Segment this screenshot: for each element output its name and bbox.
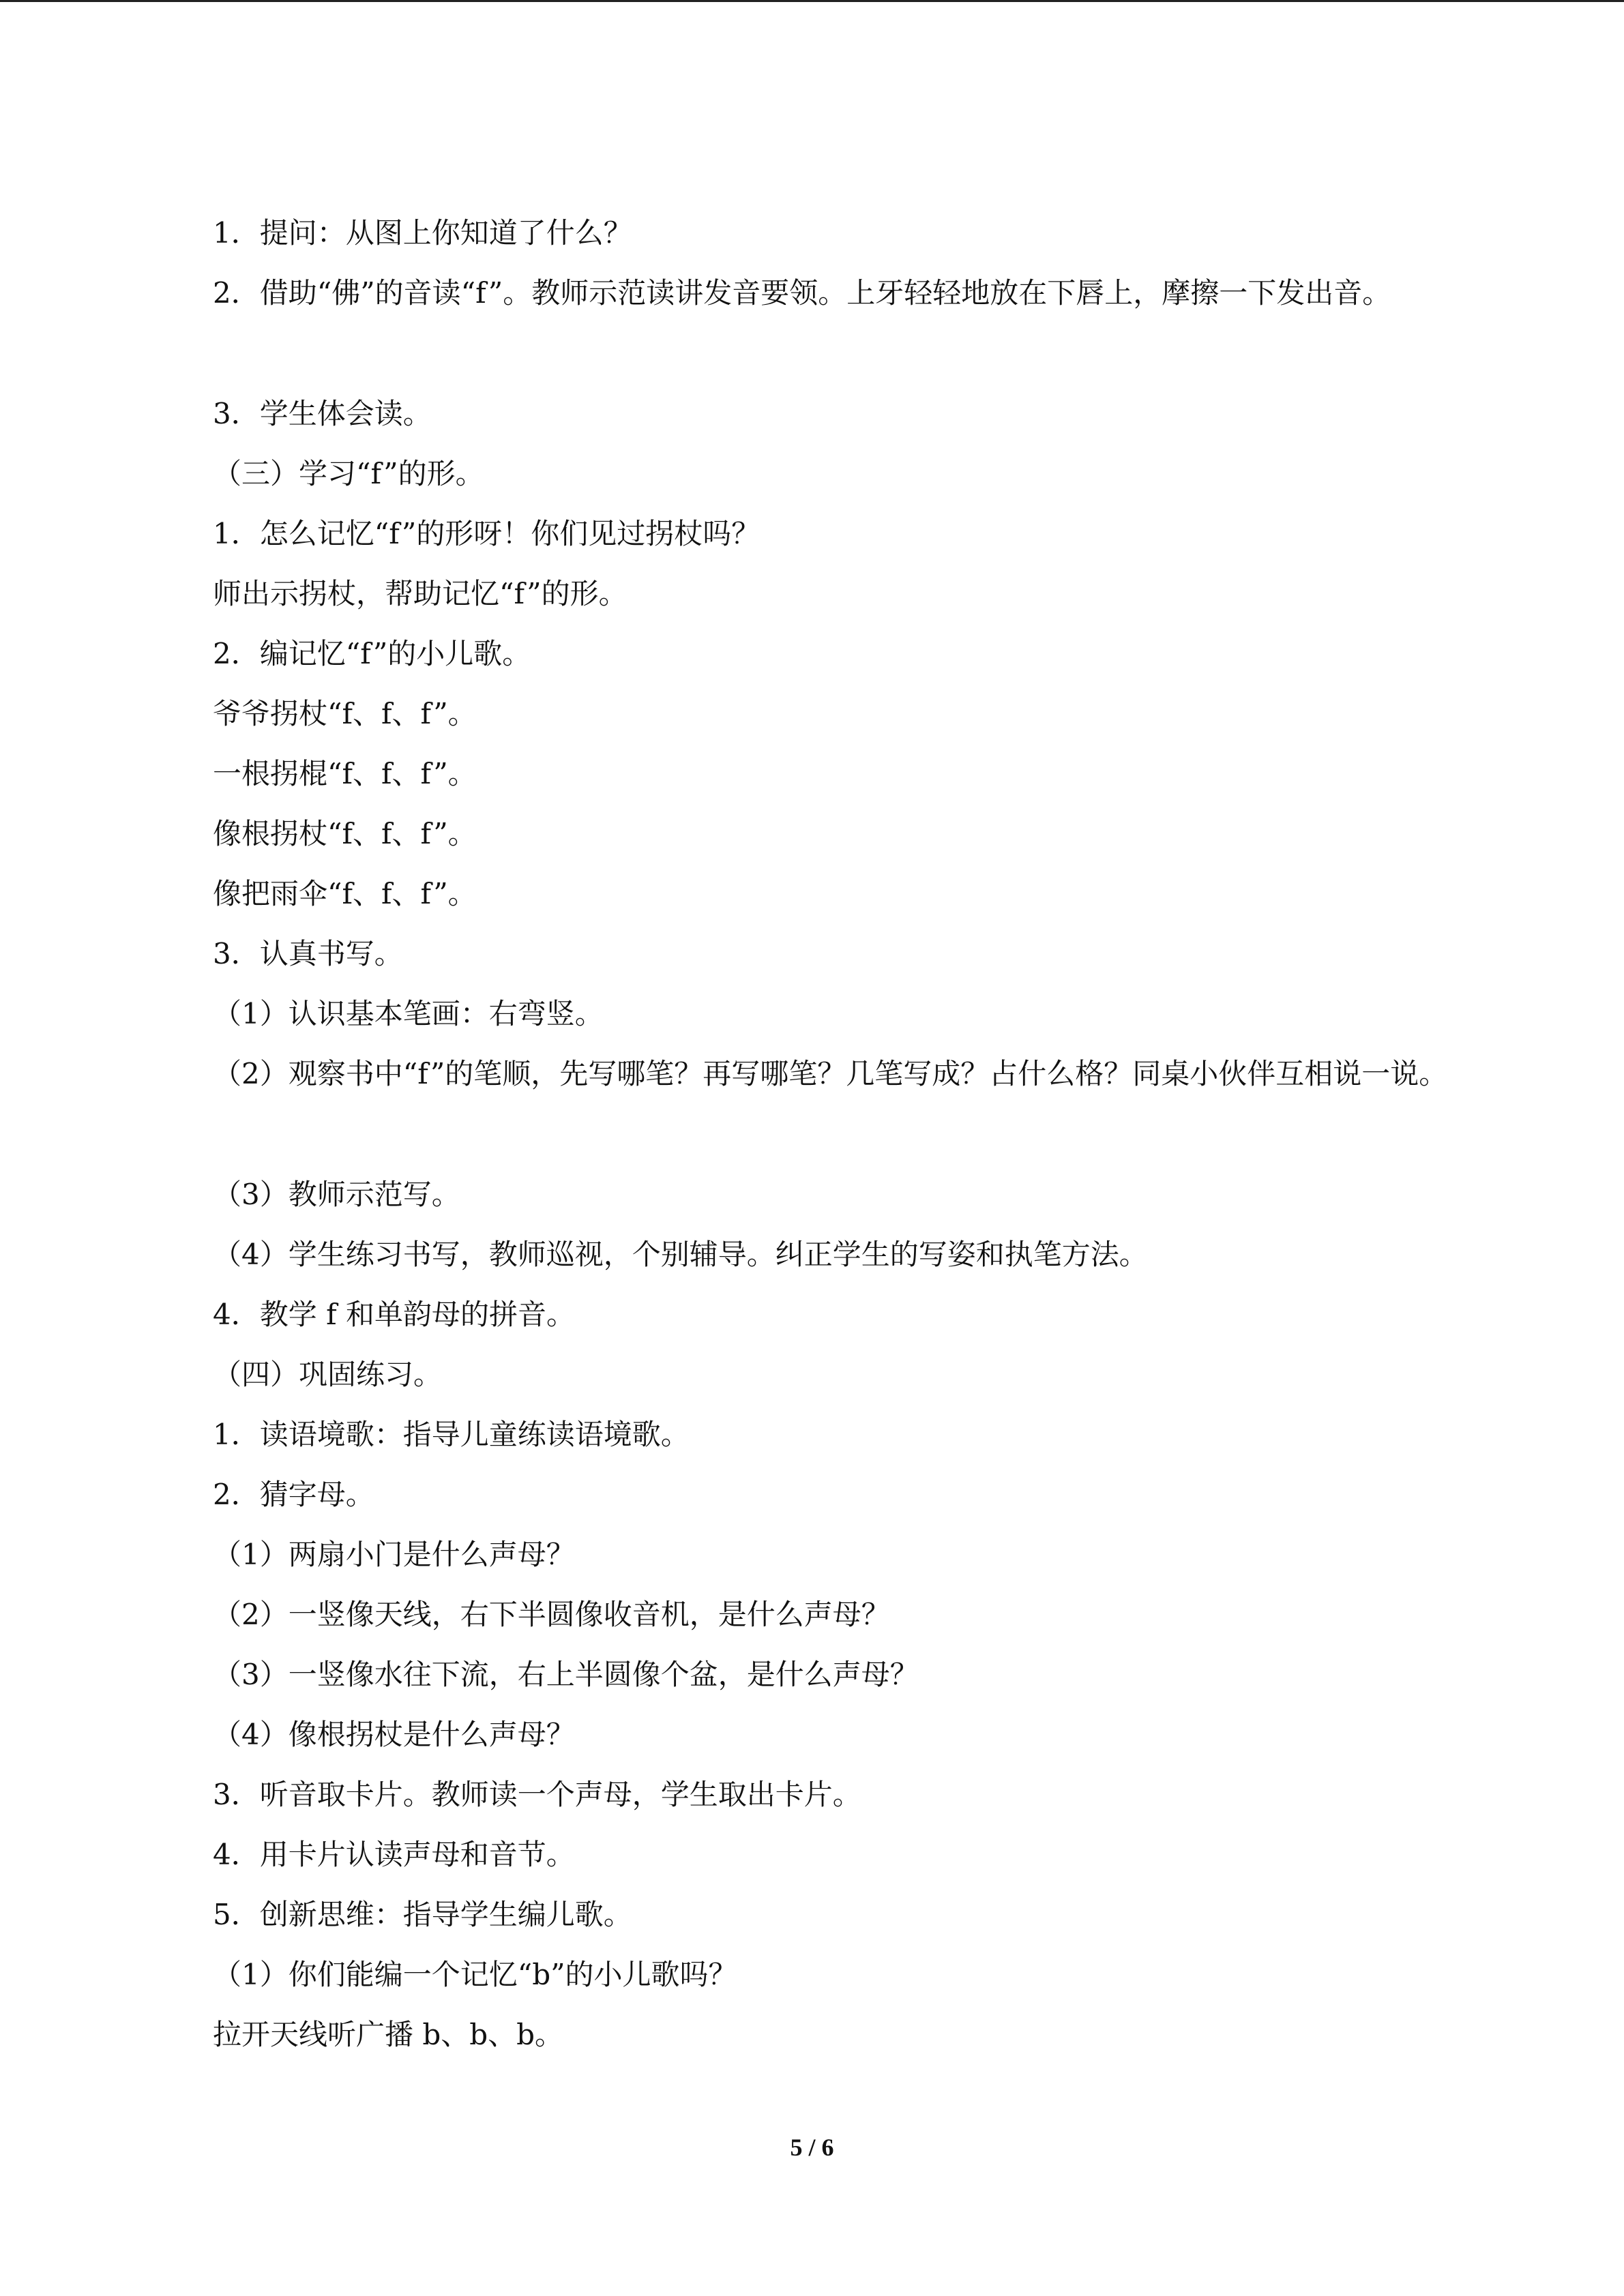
page-number: 5 / 6 <box>790 2134 834 2161</box>
paragraph-4: 1．怎么记忆“f”的形呀！你们见过拐杖吗？ <box>213 517 761 550</box>
riddle-2: （2）一竖像天线，右下半圆像收音机，是什么声母？ <box>213 1598 890 1631</box>
riddle-4: （4）像根拐杖是什么声母？ <box>213 1718 575 1751</box>
paragraph-13: 1．读语境歌：指导儿童练读语境歌。 <box>213 1418 690 1451</box>
paragraph-16: 4．用卡片认读声母和音节。 <box>213 1838 575 1871</box>
paragraph-15: 3．听音取卡片。教师读一个声母，学生取出卡片。 <box>213 1778 861 1811</box>
rhyme-line-3: 像根拐杖“f、f、f”。 <box>213 817 477 850</box>
rhyme-line-1: 爷爷拐杖“f、f、f”。 <box>213 697 477 730</box>
paragraph-5: 师出示拐杖，帮助记忆“f”的形。 <box>213 577 628 610</box>
riddle-3: （3）一竖像水往下流，右上半圆像个盆，是什么声母？ <box>213 1658 919 1691</box>
riddle-1: （1）两扇小门是什么声母？ <box>213 1538 575 1571</box>
paragraph-17: 5．创新思维：指导学生编儿歌。 <box>213 1898 632 1931</box>
paragraph-14: 2．猜字母。 <box>213 1478 374 1511</box>
paragraph-2: 2．借助“佛”的音读“f”。教师示范读讲发音要领。上牙轻轻地放在下唇上，摩擦一下发出音。 <box>213 276 1391 310</box>
paragraph-7: 3．认真书写。 <box>213 937 403 970</box>
paragraph-8: （1）认识基本笔画：右弯竖。 <box>213 997 604 1030</box>
paragraph-1: 1．提问：从图上你知道了什么？ <box>213 216 632 250</box>
paragraph-6: 2．编记忆“f”的小儿歌。 <box>213 637 531 670</box>
section-heading-4: （四）巩固练习。 <box>213 1358 443 1391</box>
paragraph-18: （1）你们能编一个记忆“b”的小儿歌吗？ <box>213 1958 737 1991</box>
rhyme-line-4: 像把雨伞“f、f、f”。 <box>213 877 477 910</box>
paragraph-12: 4．教学 f 和单韵母的拼音。 <box>213 1298 575 1331</box>
paragraph-19: 拉开天线听广播 b、b、b。 <box>213 2018 564 2051</box>
paragraph-11: （4）学生练习书写，教师巡视，个别辅导。纠正学生的写姿和执笔方法。 <box>213 1238 1148 1271</box>
section-heading-3: （三）学习“f”的形。 <box>213 457 484 490</box>
rhyme-line-2: 一根拐棍“f、f、f”。 <box>213 757 477 790</box>
paragraph-9: （2）观察书中“f”的笔顺，先写哪笔？再写哪笔？几笔写成？占什么格？同桌小伙伴互相说一说。 <box>213 1057 1448 1090</box>
paragraph-3: 3．学生体会读。 <box>213 397 432 430</box>
paragraph-10: （3）教师示范写。 <box>213 1178 460 1211</box>
